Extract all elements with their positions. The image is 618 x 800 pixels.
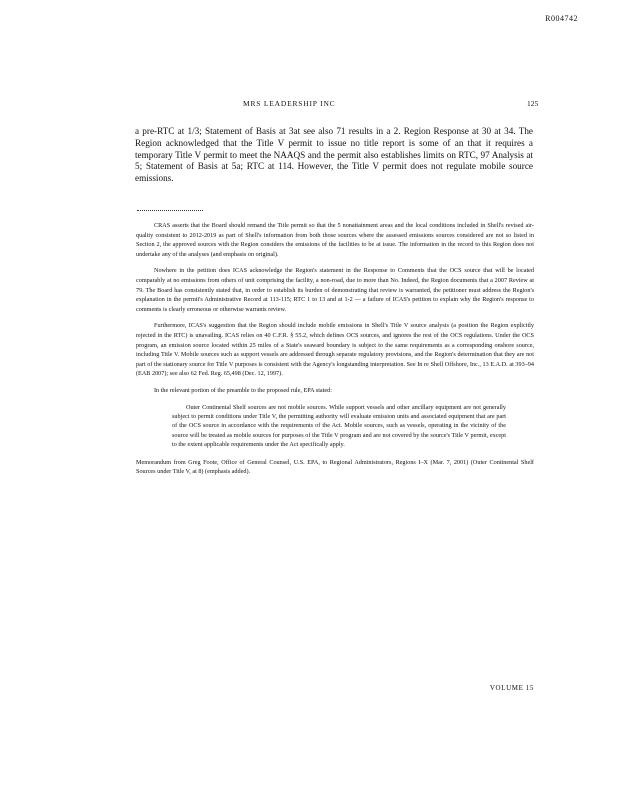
footnotes xyxy=(136,221,534,484)
footnote-1: CRAS asserts that the Board should remand the Title permit so that the 5 nonattainment areas and the local conditions included in Shell's revised air-quality consistent to 2012-2019 as part of Shell's information from both those sources where the assessed emissions sources considered are not so listed in Section 2, the approved sources with the Region considers the emissions of the facilities to be at issue. The information in the record to this Region does not undertake any of the analyses (and emphasis on original). xyxy=(136,222,534,258)
footnote-2: Nowhere in the petition does ICAS acknowledge the Region's statement in the Response to Comments that the OCS source that will be located comparably at no emissions from others of unit comprising the facility, a non-road, due to more than No. Indeed, the Region documents that a 2007 Review at 79. The Board has consistently stated that, in order to establish its burden of demonstrating that review is warranted, the petitioner must address the Region's explanation in the permit's Administrative Record at 113-115; RTC 1 to 13 and at 1-2 — a failure of ICAS's petition to explain why the Region's response to comments is clearly erroneous or otherwise warrants review. xyxy=(136,267,534,313)
running-head-title: MRS LEADERSHIP INC xyxy=(243,99,336,108)
footnote-3: Furthermore, ICAS's suggestion that the Region should include mobile emissions in Shell's Title V source analysis (a position the Region explicitly rejected in the RTC) is unavailing. ICAS relies on 40 C.F.R. § 55.2, which defines OCS sources, and ignores the rest of the OCS regulations. Under the OCS program, an emission source located within 25 miles of a State's seaward boundary is subject to the same requirements as a corresponding onshore source, including Title V. Mobile sources such as support vessels are addressed through separate regulatory provisions, and the Region's determination that they are not part of the stationary source for Title V purposes is consistent with the Agency's longstanding interpretation. See In re Shell Offshore, Inc., 13 E.A.D. at 393–94 (EAB 2007); see also 62 Fed. Reg. 65,498 (Dec. 12, 1997). xyxy=(136,322,534,378)
source-citation: Memorandum from Greg Foote, Office of General Counsel, U.S. EPA, to Regional Administrators, Regions I–X (Mar. 7, 2001) (Outer Continental Shelf Sources under Title V, at 8) (emphasis added). xyxy=(136,458,534,476)
body-paragraph: a pre-RTC at 1/3; Statement of Basis at 3at see also 71 results in a 2. Region Response at 30 at 34. The Region acknowledged that the Title V permit to issue no title report is some of an that it requires a temporary Title V permit to meet the NAAQS and the permit also establishes limits on RTC, 97 Analysis at 5; Statement of Basis at 5a; RTC at 114. However, the Title V permit does not regulate mobile source emissions. xyxy=(135,126,533,184)
page-folio: 125 xyxy=(527,99,539,108)
footnote-4: In the relevant portion of the preamble to the proposed rule, EPA stated: xyxy=(154,386,332,394)
volume-reference: VOLUME 15 xyxy=(489,684,534,692)
block-quote: Outer Continental Shelf sources are not mobile sources. While support vessels and other ancillary equipment are not generally subject to permit conditions under Title V, the permitting authority will evaluate emission units and associated equipment that are part of the OCS source in accordance with the requirements of the Act. Mobile sources, such as vessels, operating in the vicinity of the source will be treated as mobile sources for purposes of the Title V program and are not covered by the source's Title V permit, except to the extent applicable requirements under the Act specifically apply. xyxy=(172,403,506,449)
footnote-rule xyxy=(137,210,203,211)
bates-number: R004742 xyxy=(545,14,578,23)
